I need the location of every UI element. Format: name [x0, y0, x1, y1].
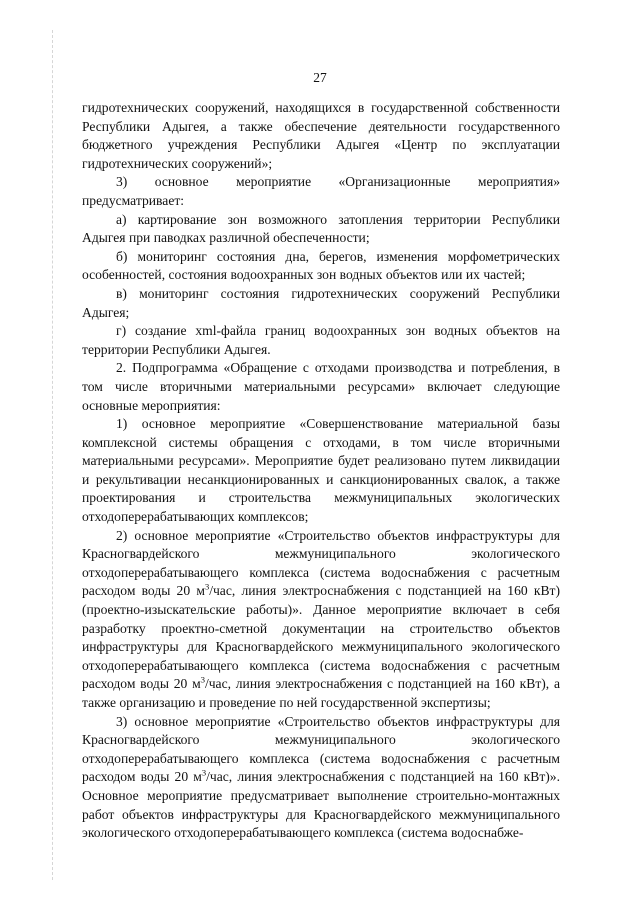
paragraph-9-part-2: /час, линия электроснабжения с подстанцией на 160 кВт) (проектно-изыскательские работы)». Данное мероприятие включает в себя разработку проектно-сметной документации на строительство объектов инфраструктуры для Красногвардейского межмуниципального экологического отходоперерабатывающего комплекса (система водоснабжения с расчетным расходом воды 20 м	[82, 583, 560, 692]
paragraph-8: 1) основное мероприятие «Совершенствование материальной базы комплексной системы обращения с отходами, в том числе вторичными материальными ресурсами». Мероприятие будет реализовано путем ликвидации и рекультивации несанкционированных и санкционированных свалок, а также проектирования и строительства межмуниципальных экологических отходоперерабатывающих комплексов;	[82, 416, 560, 525]
paragraph-9-part-3: /час, линия электроснабжения с подстанцией на 160 кВт), а также организацию и проведение по ней государственной экспертизы;	[82, 676, 560, 710]
paragraph-10	[82, 713, 560, 843]
paragraph-4: б) мониторинг состояния дна, берегов, изменения морфометрических особенностей, состояния водоохранных зон водных объектов или их частей;	[82, 248, 560, 283]
paragraph-1: гидротехнических сооружений, находящихся в государственной собственности Республики Адыгея, а также обеспечение деятельности государственного бюджетного учреждения Республики Адыгея «Центр по эксплуатации гидротехнических сооружений»;	[82, 100, 560, 171]
paragraph-5: в) мониторинг состояния гидротехнических сооружений Республики Адыгея;	[82, 285, 560, 320]
page-number: 27	[313, 70, 327, 85]
paragraph-9-part-1: 2) основное мероприятие «Строительство объектов инфраструктуры для Красногвардейского межмуниципального экологического отходоперерабатывающего комплекса (система водоснабжения с расчетным расходом воды 20 м	[82, 527, 560, 599]
paragraph-9	[82, 527, 560, 713]
superscript-cubic: 3	[201, 767, 207, 778]
paragraph-7: 2. Подпрограмма «Обращение с отходами производства и потребления, в том числе вторичными материальными ресурсами» включает следующие основные мероприятия:	[82, 360, 560, 413]
paragraph-2: 3) основное мероприятие «Организационные мероприятия» предусматривает:	[82, 174, 560, 208]
paragraph-10-part-1: 3) основное мероприятие «Строительство объектов инфраструктуры для Красногвардейского межмуниципального экологического отходоперерабатывающего комплекса (система водоснабжения с расчетным расходом воды 20 м	[82, 713, 560, 785]
superscript-cubic: 3	[200, 674, 205, 685]
paragraph-10-part-2: /час, линия электроснабжения с подстанцией на 160 кВт)». Основное мероприятие предусматривает выполнение строительно-монтажных работ объектов инфраструктуры для Красногвардейского межмуниципального экологического отходоперерабатывающего комплекса (система водоснабже-	[82, 769, 560, 841]
document-body	[82, 99, 560, 843]
paragraph-6: г) создание xml-файла границ водоохранных зон водных объектов на территории Республики Адыгея.	[82, 323, 560, 357]
paragraph-3: а) картирование зон возможного затопления территории Республики Адыгея при паводках различной обеспеченности;	[82, 211, 560, 246]
superscript-cubic: 3	[204, 581, 210, 592]
binding-margin-line	[52, 30, 53, 880]
